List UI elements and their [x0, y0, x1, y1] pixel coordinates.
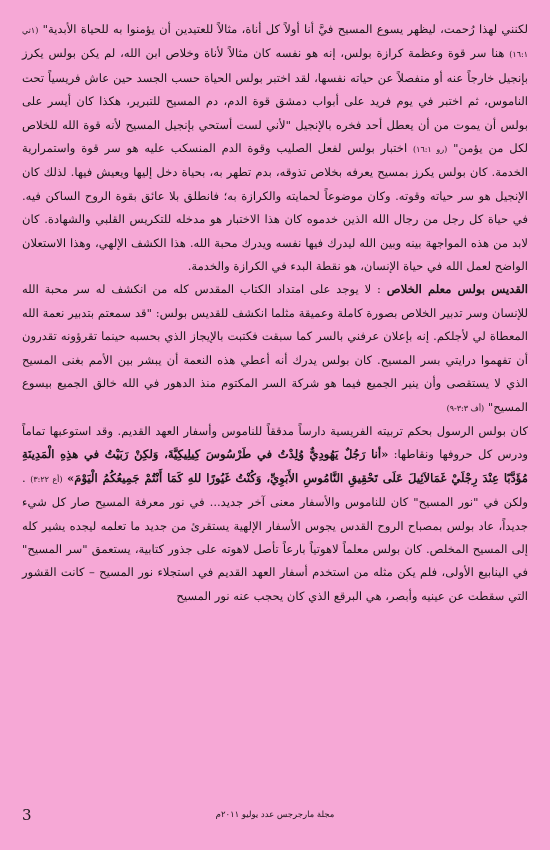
- intro-quote-text: لكنني لهذا رُحمت، ليظهر يسوع المسيح فيَّ أنا أولاً كل أناة، مثالاً للعتيدين أن يؤمنوا به للحياة الأبدية": [42, 22, 528, 36]
- magazine-issue-label: مجلة مارجرجس عدد يوليو ٢٠١١م: [215, 810, 335, 820]
- scripture-reference: (رو ١٦:١): [413, 145, 448, 155]
- paragraph-text: . ولكن في "نور المسيح" كان للناموس والأسفار معنى آخر جديد... في نور معرفة المسيح صار كل شيء جديداً، عاد بولس بمصباح الروح القدس يجوس الأسفار الإلهية يستقرئ من جديد ما تعلمه ليجده يشير كله إلى المسيح المخلص. كان بولس معلماً لاهوتياً بارعاً تأصل لاهوته على جذور كتابية، يستعمق "سر المسيح" في الينابيع الأولى، فلم يكن مثله من استخدم أسفار العهد القديم في استجلاء نور المسيح – كانت القشور التي سقطت عن عينيه وأبصر، هي البرقع الذي كان يحجب عنه نور المسيح: [22, 470, 528, 603]
- paragraph-intro-quote: [22, 18, 528, 278]
- paragraph-pharisee-training: [22, 420, 528, 608]
- page-footer: [22, 808, 528, 828]
- section-heading: القديس بولس معلم الخلاص: [386, 282, 528, 297]
- paragraph-text: هنا سر قوة وعظمة كرازة بولس، إنه هو نفسه كان مثالاً لأناة وخلاص ابن الله، لم يكن بولس يكرز بإنجيل خارجاً عنه أو منفصلاً عن حياته نفسها، لقد اختبر بولس الحياة حسب الجسد حين عاش فريسياً تحت الناموس، ثم اختبر في يوم فريد على أبواب دمشق قوة الدم، دم المسيح للتبرير، هكذا كان أيسر على بولس أن يموت من أن يعطل أحد فخره بالإنجيل "لأني لست أستحي بإنجيل المسيح لأنه قوة الله للخلاص لكل من يؤمن": [22, 46, 529, 156]
- paragraph-text: : لا يوجد على امتداد الكتاب المقدس كله من انكشف له سر محبة الله للإنسان وسر تدبير الخلاص بصورة كاملة وعميقة مثلما انكشف للقديس بولس: "قد سمعتم بتدبير نعمة الله المعطاة لي لأجلكم. إنه بإعلان عرفني بالسر كما سبقت فكتبت بالإيجاز الذي بحسبه حينما تقرؤونه تقدرون أن تفهموا درايتي بسر المسيح. كان بولس يدرك أنه أعطي هذه النعمة أن يبشر بين الأمم بغنى المسيح الذي لا يستقصى وأن ينير الجميع فيما هو شركة السر المكتوم منذ الدهور في الله خالق الجميع بيسوع المسيح": [22, 282, 528, 414]
- paragraph-teacher-of-salvation: [22, 278, 528, 419]
- scripture-reference: (أف ٣:٣-٩): [446, 403, 485, 413]
- bold-scripture-quote: «أنا رَجُلٌ يَهُودِيٌّ وُلِدْتُ في طَرْسُوسَ كِيلِيكِيَّةَ، وَلكِنْ رَبَيْتُ في هذِهِ الْمَدِينَةِ مُؤَدَّبًا عِنْدَ رِجْلَيْ غَمَالاَئِيلَ عَلَى تَحْقِيقِ النَّامُوسِ الأَبَوِيِّ، وَكُنْتُ غَيُورًا للهِ كَمَا أَنْتُمْ جَمِيعُكُمُ الْيَوْمَ»: [22, 447, 529, 485]
- scripture-reference: (١تي ١٦:١): [22, 26, 528, 60]
- paragraph-text: اختبار بولس لفعل الصليب وقوة الدم المنسكب عليه هو سر قوة واستمرارية الخدمة. كان بولس يكرز بمسيح يعرفه بخلاص تذوقه، بدم تطهر به، بحياة دخل إليها ويعيش فيها. لذلك كان الإنجيل هو سر حياته وقوته. وكان موضوعاً لحمايته والكرازة به؛ فانطلق بلا عائق بقوة الروح الساكن فيه. في حياة كل رجل من رجال الله الذين خدموه كان هذا الاختبار هو مدخله للتكريس القلبي والشهادة. كان لابد من هذه المواجهة بينه وبين الله ليدرك فيها نفسه ويدرك محبة الله. هذا الكشف الإلهي، وهذا الاستعلان الواضح لعمل الله في حياة الإنسان، هو نقطة البدء في الكرازة والخدمة.: [22, 141, 528, 274]
- paragraph-text: كان بولس الرسول بحكم تربيته الفريسية دارساً مدققاً للناموس وأسفار العهد القديم. وقد استوعبها تماماً ودرس كل حروفها ونقاطها:: [22, 423, 529, 462]
- page-body: [22, 18, 528, 822]
- scripture-reference: (أع ٣:٢٢): [30, 474, 63, 484]
- page-number: 3: [22, 806, 32, 824]
